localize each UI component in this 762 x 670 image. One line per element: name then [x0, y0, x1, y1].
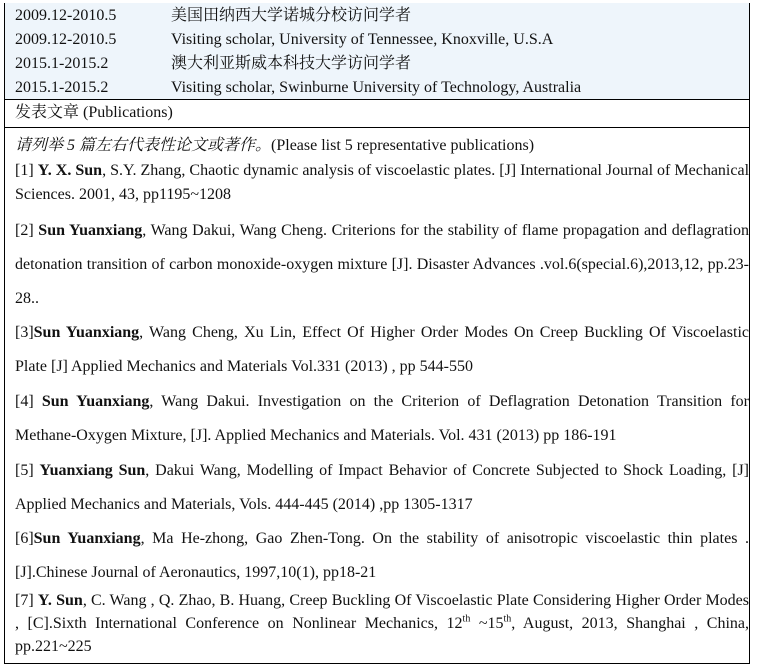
publication-text: ~15	[470, 615, 504, 632]
visit-dates: 2009.12-2010.5	[15, 7, 117, 24]
publication-item	[15, 385, 749, 453]
publication-number: [2]	[15, 222, 39, 239]
intro-en: (Please list 5 representative publications)	[271, 137, 535, 154]
publication-item	[15, 159, 749, 207]
visit-dates: 2015.1-2015.2	[15, 79, 109, 96]
publication-item	[15, 589, 749, 658]
publication-text: , Wang Cheng, Xu Lin, Effect Of Higher Order Modes On Creep Buckling Of Viscoelastic Plate [J] Applied Mechanics and Materials Vol.331 (2013) , pp 544-550	[15, 324, 750, 375]
publication-author: Sun Yuanxiang	[33, 324, 140, 341]
publication-author: Yuanxiang Sun	[39, 462, 146, 479]
publication-author: Sun Yuanxiang	[33, 530, 141, 547]
section-heading: 发表文章 (Publications)	[4, 100, 750, 128]
publication-number: [6]	[15, 530, 34, 547]
publication-number: [3]	[15, 324, 34, 341]
publication-author: Sun Yuanxiang	[38, 222, 143, 239]
ordinal-suffix: th	[462, 613, 471, 625]
publication-number: [5]	[15, 462, 40, 479]
publication-text: , August, 2013, Shanghai , China, pp.221~225	[15, 615, 750, 655]
publication-text: , C. Wang , Q. Zhao, B. Huang, Creep Buckling Of Viscoelastic Plate Considering Higher Order Modes , [C].Sixth International Conference on Nonlinear Mechanics, 12	[15, 592, 750, 632]
publication-number: [7]	[15, 592, 38, 609]
publication-text: , Ma He-zhong, Gao Zhen-Tong. On the stability of anisotropic viscoelastic thin plates . [J].Chinese Journal of Aeronautics, 1997,10(1), pp18-21	[15, 530, 750, 581]
publications-intro	[15, 134, 534, 158]
publication-item	[15, 316, 749, 384]
publication-text: , S.Y. Zhang, Chaotic dynamic analysis of viscoelastic plates. [J] International Journal of Mechanical Sciences. 2001, 43, pp1195~1208	[15, 162, 750, 203]
cv-document	[4, 3, 758, 664]
visit-text: 澳大利亚斯威本科技大学访问学者	[171, 55, 412, 72]
publication-text: , Wang Dakui, Wang Cheng. Criterions for the stability of flame propagation and deflagration detonation transition of carbon monoxide-oxygen mixture [J]. Disaster Advances .vol.6(special.6),2013,12, pp.23-28..	[15, 222, 750, 307]
publication-item	[15, 522, 749, 590]
publication-number: [4]	[15, 393, 42, 410]
publication-text: , Dakui Wang, Modelling of Impact Behavior of Concrete Subjected to Shock Loading, [J] Applied Mechanics and Materials, Vols. 444-445 (2014) ,pp 1305-1317	[15, 462, 750, 513]
publication-author: Sun Yuanxiang	[41, 393, 150, 410]
visit-dates: 2009.12-2010.5	[15, 31, 117, 48]
ordinal-suffix: th	[503, 613, 512, 625]
publications-section	[4, 128, 750, 664]
publication-item	[15, 214, 749, 316]
publication-item	[15, 454, 749, 522]
visit-text: Visiting scholar, Swinburne University of Technology, Australia	[171, 79, 582, 96]
visit-dates: 2015.1-2015.2	[15, 55, 109, 72]
visit-text: 美国田纳西大学诺城分校访问学者	[171, 7, 412, 24]
publication-author: Y. X. Sun	[37, 162, 103, 179]
publication-author: Y. Sun	[37, 592, 83, 609]
visiting-scholar-section	[4, 3, 750, 100]
publication-text: , Wang Dakui. Investigation on the Criterion of Deflagration Detonation Transition for Methane-Oxygen Mixture, [J]. Applied Mechanics and Materials. Vol. 431 (2013) pp 186-191	[15, 393, 750, 444]
publication-number: [1]	[15, 162, 38, 179]
intro-cn: 请列举 5 篇左右代表性论文或著作。	[15, 137, 272, 154]
visit-text: Visiting scholar, University of Tennessee, Knoxville, U.S.A	[171, 31, 554, 48]
